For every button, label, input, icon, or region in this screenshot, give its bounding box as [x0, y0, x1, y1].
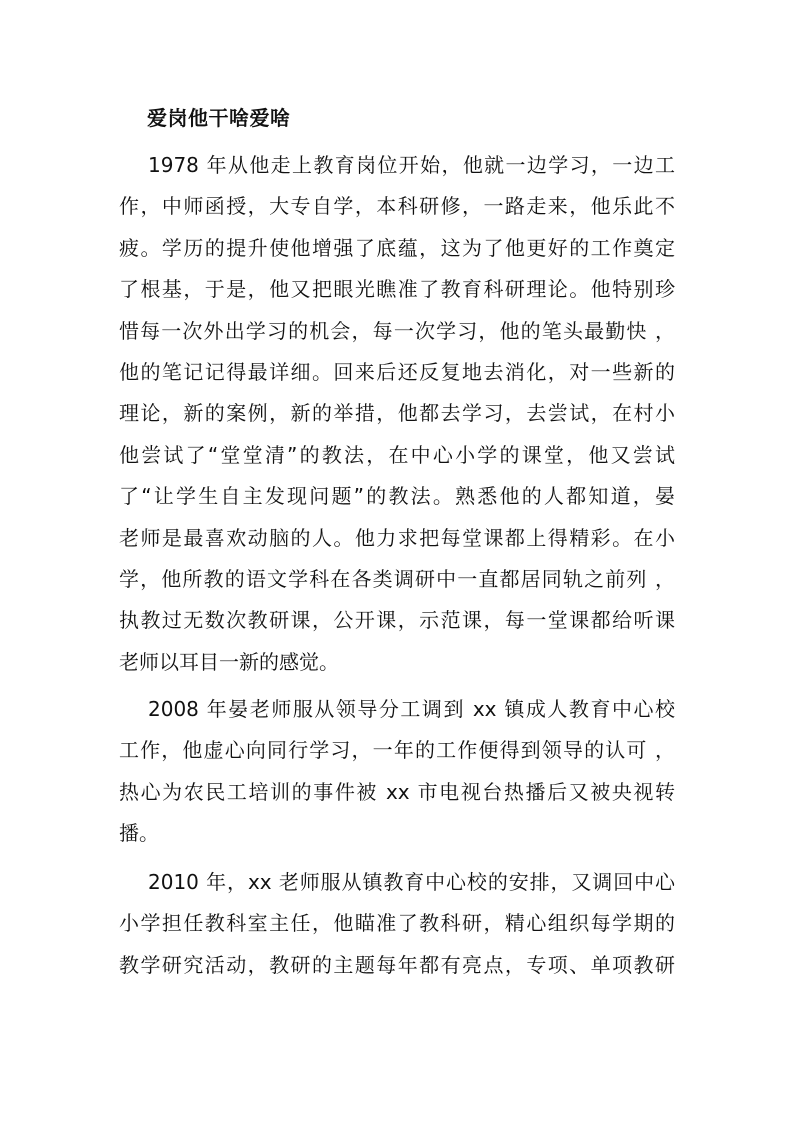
paragraph-2 — [119, 689, 675, 855]
text-line: 他的笔记记得最详细。回来后还反复地去消化，对一些新的 — [119, 359, 675, 384]
text-line: 执教过无数次教研课，公开课，示范课，每一堂课都给听课 — [119, 608, 675, 633]
text-line: 小学担任教科室主任，他瞄准了教科研，精心组织每学期的 — [119, 911, 675, 936]
text-line: 作，中师函授，大专自学，本科研修，一路走来，他乐此不 — [119, 194, 675, 219]
text-line: 1978 年从他走上教育岗位开始，他就一边学习，一边工 — [148, 153, 675, 177]
text-line: 工作，他虚心向同行学习，一年的工作便得到领导的认可 ， — [119, 738, 675, 763]
text-line: 他尝试了“堂堂清”的教法，在中心小学的课堂，他又尝试 — [119, 442, 675, 467]
text-line: 学，他所教的语文学科在各类调研中一直都居同轨之前列 ， — [119, 566, 675, 591]
text-line: 老师是最喜欢动脑的人。他力求把每堂课都上得精彩。在小 — [119, 525, 675, 550]
text-line: 了“让学生自主发现问题”的教法。熟悉他的人都知道，晏 — [119, 484, 675, 509]
text-line: 2010 年，xx 老师服从镇教育中心校的安排，又调回中心 — [148, 870, 675, 894]
text-line: 了根基，于是，他又把眼光瞧准了教育科研理论。他特别珍 — [119, 277, 675, 302]
text-line: 教学研究活动，教研的主题每年都有亮点，专项、单项教研 — [119, 952, 675, 977]
text-line: 理论，新的案例，新的举措，他都去学习，去尝试，在村小 — [119, 401, 675, 426]
text-line: 疲。学历的提升使他增强了底蕴，这为了他更好的工作奠定 — [119, 235, 675, 260]
paragraph-1 — [119, 145, 675, 683]
text-line: 播。 — [119, 821, 159, 846]
text-line: 热心为农民工培训的事件被 xx 市电视台热播后又被央视转 — [119, 779, 675, 804]
document-title: 爱岗他干啥爱啥 — [147, 106, 291, 130]
text-line: 惜每一次外出学习的机会，每一次学习，他的笔头最勤快 ， — [119, 318, 675, 343]
paragraph-3 — [119, 862, 675, 986]
text-line: 2008 年晏老师服从领导分工调到 xx 镇成人教育中心校 — [148, 697, 675, 721]
text-line: 老师以耳目一新的感觉。 — [119, 649, 339, 674]
